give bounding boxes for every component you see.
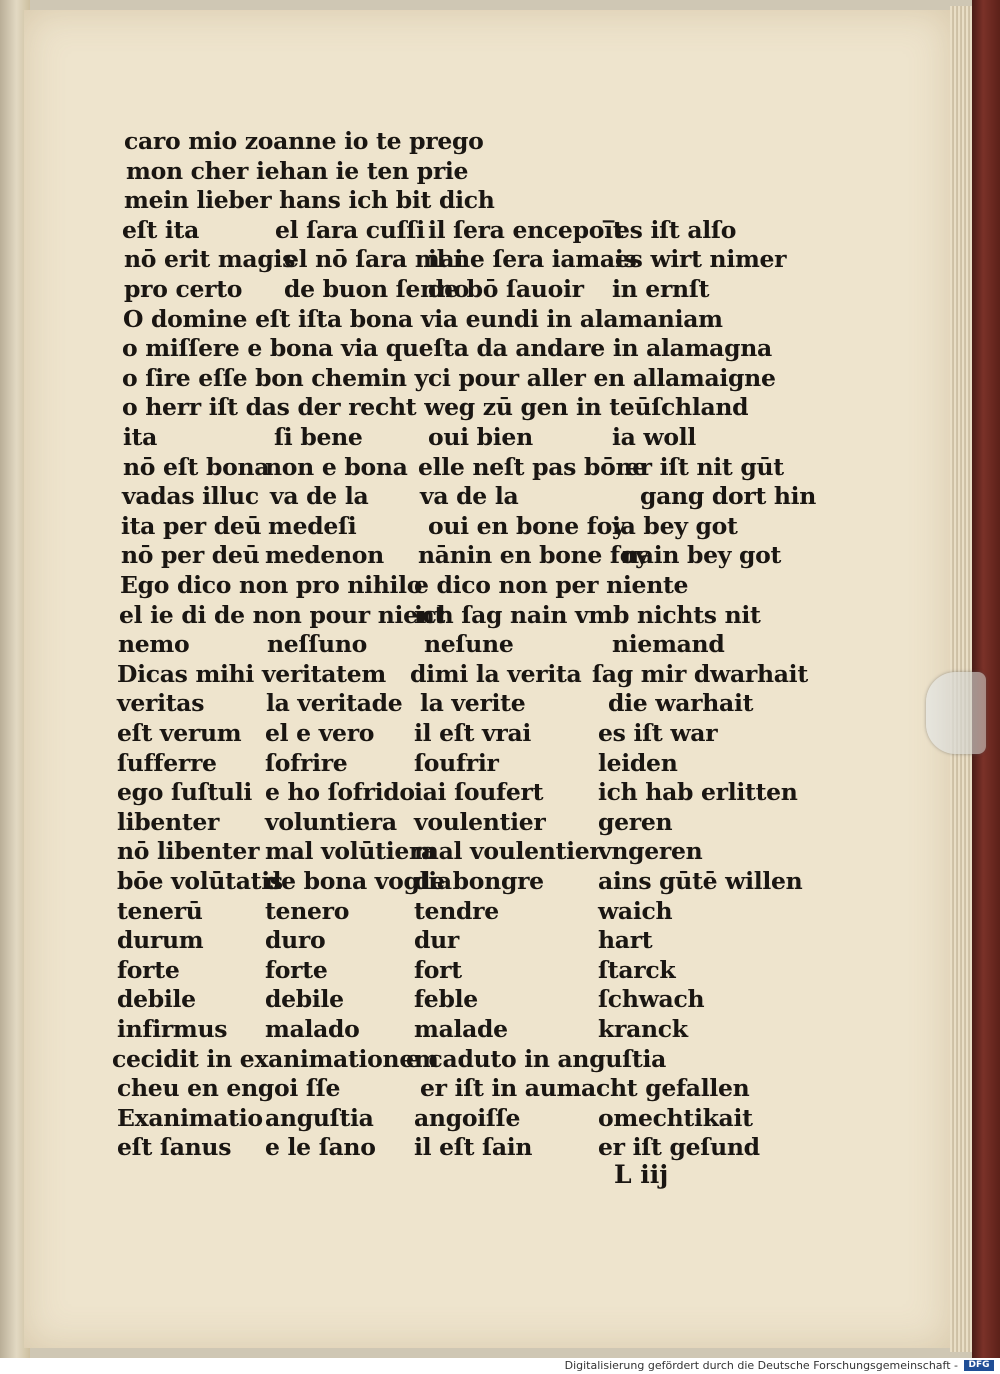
text-line-r34-c4: omechtikait [598,1103,753,1132]
text-line-r13-c1: vadas illuc [122,482,259,511]
text-line-r32-c2: e caduto in anguſtia [406,1044,667,1073]
text-line-r21-c2: el e vero [265,719,375,747]
text-line-r16-c1: Ego dico non pro nihilo [120,571,423,599]
text-line-r26-c3: de bongre [414,867,544,895]
dfg-logo: DFG [964,1360,994,1371]
text-line-r35-c3: il eſt ſain [414,1133,533,1162]
text-line-r18-c4: niemand [612,630,725,659]
text-line-r25-c1: nō libenter [117,837,260,866]
text-line-r34-c3: angoiſſe [414,1103,521,1132]
text-line-r5-c2: el nō ſara mai [284,245,463,274]
text-line-r24-c4: geren [598,807,673,836]
text-line-r12-c2: non e bona [265,452,408,481]
text-line-r31-c2: malado [265,1015,360,1043]
text-line-r34-c1: Exanimatio [117,1103,263,1132]
text-line-r6-c4: in ernſt [612,275,710,303]
text-line-r13-c2: va de la [270,482,369,511]
text-line-r10-c1: o herr iſt das der recht weg zū gen in teūſchland [122,393,749,422]
text-line-r21-c4: es iſt war [598,719,718,747]
text-line-r24-c3: voulentier [414,807,546,836]
text-line-r11-c4: ia woll [612,423,696,451]
text-line-r18-c1: nemo [118,630,190,659]
text-line-r30-c2: debile [265,985,344,1014]
text-line-r11-c2: ſi bene [274,423,363,451]
signature-mark: L iij [614,1160,669,1189]
text-line-r30-c4: ſchwach [598,985,705,1014]
text-line-r26-c4: ains gūtē willen [598,867,803,895]
text-line-r19-c2: dimi la verita [410,659,582,688]
text-line-r12-c3: elle neſt pas bōne [418,452,647,481]
text-line-r23-c3: iai ſoufert [414,778,544,807]
text-line-r17-c2: ich ſag nain vmb nichts nit [414,600,761,629]
text-line-r31-c4: kranck [598,1015,688,1043]
text-line-r22-c3: ſoufrir [414,748,499,777]
text-line-r31-c3: malade [414,1015,508,1043]
text-line-r21-c1: eſt verum [117,719,242,747]
text-line-r25-c4: vngeren [598,837,703,866]
text-line-r18-c3: neſune [424,630,514,659]
text-line-r28-c3: dur [414,926,459,955]
text-line-r20-c4: die warhait [608,689,754,718]
text-line-r21-c3: il eſt vrai [414,719,532,747]
text-line-r28-c2: duro [265,926,326,955]
text-line-r28-c1: durum [117,926,204,955]
text-line-r33-c1: cheu en engoi ſſe [117,1074,341,1103]
text-line-r14-c3: oui en bone foy [428,511,626,540]
text-line-r8-c1: o miſſere e bona via queſta da andare in alamagna [122,334,772,363]
text-line-r15-c1: nō per deū [121,541,260,570]
text-line-r11-c1: ita [123,423,158,451]
text-line-r13-c3: va de la [420,482,519,511]
text-line-r5-c1: nō erit magis [124,245,296,274]
text-line-r22-c4: leiden [598,748,678,777]
text-line-r30-c3: feble [414,985,478,1014]
text-line-r4-c2: el ſara cuſſi [275,215,425,244]
text-line-r19-c3: ſag mir dwarhait [592,659,808,688]
page-clip [926,672,986,754]
text-line-r1-c1: caro mio zoanne io te prego [124,127,484,155]
text-line-r31-c1: infirmus [117,1015,228,1043]
text-line-r15-c4: nain bey got [622,541,782,570]
text-line-r6-c3: de bō ſauoir [428,275,584,303]
text-line-r15-c3: nānin en bone foy [418,541,649,570]
text-line-r3-c1: mein lieber hans ich bit dich [124,186,495,215]
text-line-r27-c3: tendre [414,896,499,925]
text-line-r6-c1: pro certo [124,275,243,303]
text-line-r23-c1: ego ſuſtuli [117,778,253,807]
text-line-r22-c2: ſofrire [265,748,348,777]
text-line-r33-c2: er iſt in aumacht gefallen [420,1074,750,1103]
text-line-r27-c1: tenerū [117,896,203,925]
text-line-r26-c1: bōe volūtatis [117,867,283,895]
text-line-r15-c2: medenon [265,541,384,570]
text-line-r26-c2: de bona voglia [265,867,452,895]
text-line-r35-c2: e le ſano [265,1133,376,1162]
text-line-r27-c4: waich [598,896,673,925]
text-line-r20-c2: la veritade [266,689,403,718]
text-line-r17-c1: el ie di de non pour nient [119,600,446,629]
footer-credit: Digitalisierung gefördert durch die Deutsche Forschungsgemeinschaft - [564,1359,958,1372]
text-line-r4-c3: il ſera encepoi̅t [428,215,624,244]
text-line-r2-c1: mon cher iehan ie ten prie [126,156,469,185]
text-line-r7-c1: O domine eſt iſta bona via eundi in alamaniam [123,304,723,333]
text-line-r24-c2: voluntiera [265,807,397,836]
text-line-r27-c2: tenero [265,896,350,925]
text-line-r24-c1: libenter [117,807,220,836]
text-line-r12-c1: nō eſt bona [123,452,270,481]
text-line-r14-c4: ia bey got [612,511,738,540]
text-line-r29-c4: ſtarck [598,955,676,984]
text-line-r5-c3: il ne ſera iamais [428,245,637,274]
text-line-r20-c3: la verite [420,689,526,718]
text-line-r22-c1: ſufferre [117,748,217,777]
text-line-r14-c1: ita per deū [121,511,262,540]
text-line-r25-c2: mal volūtiera [265,837,436,866]
text-line-r25-c3: mal voulentier [414,837,602,866]
text-line-r12-c4: er iſt nit gūt [625,452,784,481]
text-line-r5-c4: es wirt nimer [615,245,787,274]
text-line-r29-c1: forte [117,955,180,984]
text-line-r32-c1: cecidit in exanimationem [112,1044,439,1073]
text-line-r29-c2: forte [265,955,328,984]
text-line-r18-c2: neſſuno [267,630,368,659]
text-line-r14-c2: medeſi [268,511,357,540]
text-line-r35-c1: eſt ſanus [117,1133,232,1162]
text-line-r29-c3: fort [414,955,462,984]
text-line-r19-c1: Dicas mihi veritatem [117,659,386,688]
text-line-r11-c3: oui bien [428,423,533,451]
text-line-r30-c1: debile [117,985,196,1014]
footer-bar [0,1358,1000,1374]
text-line-r23-c2: e ho ſofrido [265,778,415,807]
text-line-r6-c2: de buon ſenno [284,275,470,303]
text-line-r35-c4: er iſt geſund [598,1133,760,1162]
text-line-r34-c2: anguſtia [265,1103,374,1132]
text-line-r20-c1: veritas [117,689,205,718]
text-line-r23-c4: ich hab erlitten [598,778,798,807]
text-line-r28-c4: hart [598,926,653,955]
text-line-r9-c1: o ſire eſſe bon chemin yci pour aller en allamaigne [122,363,776,392]
text-line-r13-c4: gang dort hin [640,482,817,511]
text-line-r4-c4: es iſt alſo [615,215,737,244]
text-line-r4-c1: eſt ita [122,215,200,244]
text-line-r16-c2: e dico non per niente [414,571,689,599]
